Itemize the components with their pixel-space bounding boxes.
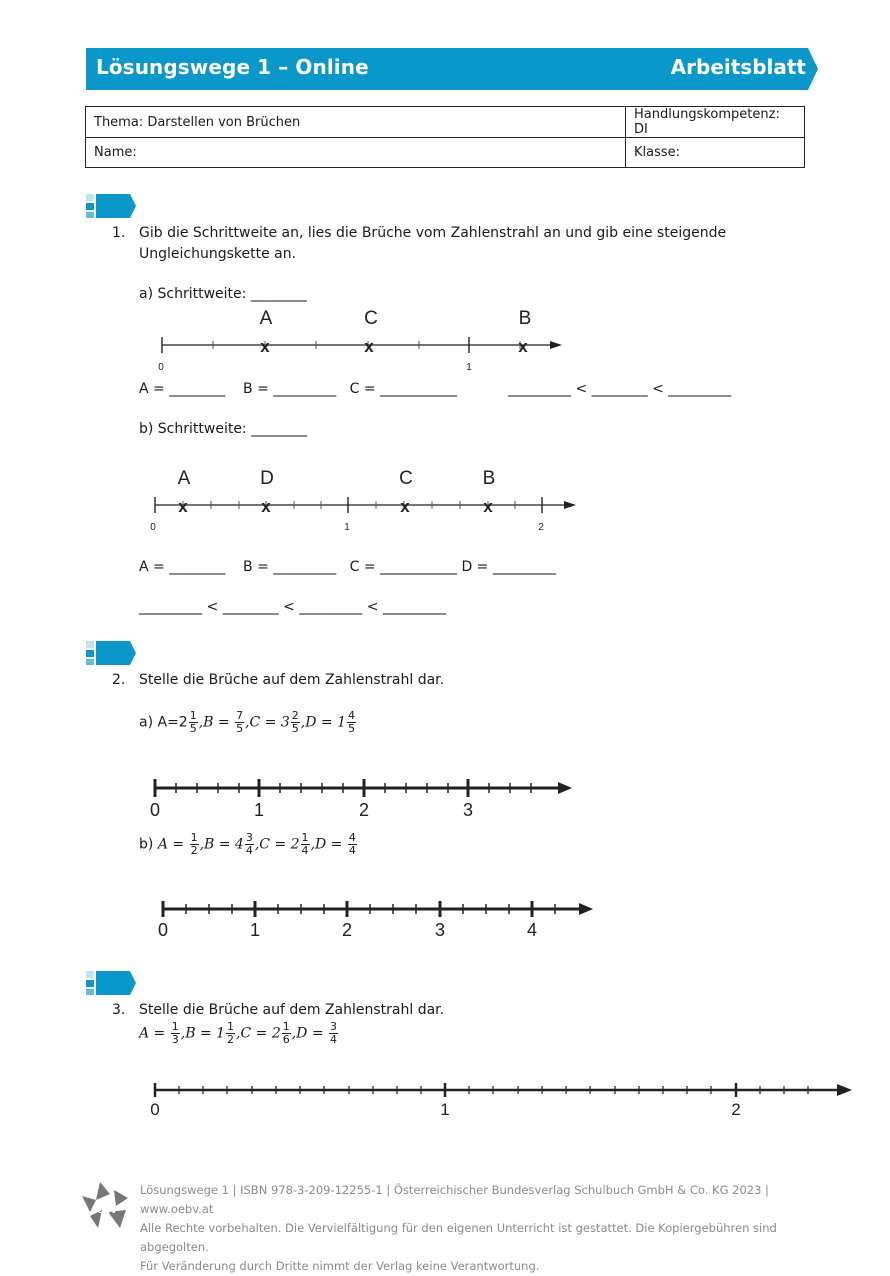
fraction: $\frac{1}{2}$	[227, 1020, 235, 1046]
task2-text: Stelle die Brüche auf dem Zahlenstrahl dar.	[139, 672, 445, 688]
tick-label: 3	[462, 800, 474, 820]
mark-label: C	[364, 308, 378, 329]
fraction: $\frac{1}{5}$	[189, 709, 197, 735]
svg-text:x: x	[261, 497, 271, 516]
numberline-1a	[150, 300, 570, 375]
fraction: $\frac{3}{4}$	[330, 1020, 338, 1046]
frac-sep: ,C = 3	[245, 714, 290, 731]
task1b-answers[interactable]: A = ________ B = _________ C = ___________ D = _________	[139, 559, 556, 575]
footer-line: Alle Rechte vorbehalten. Die Vervielfältigung für den eigenen Unterricht ist gestattet. Die Kopiergebühren sind abgegolten.	[140, 1221, 777, 1254]
fraction: $\frac{1}{2}$	[190, 831, 198, 857]
tick-label: 2	[341, 920, 353, 940]
kompetenz-cell: Handlungskompetenz: DI	[626, 107, 805, 138]
numberline-1b	[140, 460, 580, 536]
task1a-label: a) Schrittweite: ________	[139, 286, 307, 302]
mark-label: A	[259, 308, 273, 329]
fraction: $\frac{4}{4}$	[348, 831, 356, 857]
tick-label: 2	[538, 522, 544, 533]
tick-label: 0	[150, 1100, 160, 1119]
task2b-fractions	[139, 832, 358, 857]
info-table	[85, 106, 805, 168]
task2a-fractions	[139, 710, 357, 735]
task1b-label: b) Schrittweite: ________	[139, 421, 308, 437]
frac-sep: ,B = 1	[180, 1025, 226, 1042]
task-icon	[86, 971, 136, 995]
mark-label: B	[482, 468, 496, 489]
footer-line: Lösungswege 1 | ISBN 978-3-209-12255-1 | Österreichischer Bundesverlag Schulbuch GmbH & Co. KG 2023 | www.oebv.at	[140, 1183, 769, 1216]
tick-label: 2	[731, 1100, 741, 1119]
task1-text-line2: Ungleichungskette an.	[139, 246, 297, 262]
tick-label: 1	[253, 800, 265, 820]
frac-sep: A =	[139, 1025, 170, 1042]
task3-fractions	[139, 1021, 339, 1046]
tick-label: 3	[434, 920, 446, 940]
numberline-3	[140, 1075, 855, 1120]
mark-label: D	[260, 468, 274, 489]
name-cell[interactable]: Name:	[86, 138, 626, 168]
frac-sep: ,C = 2	[236, 1025, 281, 1042]
task3-number: 3.	[112, 1002, 126, 1018]
frac-sep: ,D = 1	[300, 714, 347, 731]
frac-sep: ,B = 4	[199, 836, 244, 853]
klasse-cell[interactable]: Klasse:	[626, 138, 805, 168]
fraction: $\frac{2}{5}$	[291, 709, 299, 735]
task3-text: Stelle die Brüche auf dem Zahlenstrahl dar.	[139, 1002, 445, 1018]
task1b-chain[interactable]: _________ < ________ < _________ < _________	[139, 599, 446, 615]
mark-label: C	[399, 468, 413, 489]
tick-label: 1	[344, 522, 350, 533]
svg-text:x: x	[260, 337, 270, 356]
numberline-2b	[150, 893, 600, 943]
task1a-answers[interactable]: A = ________ B = _________ C = ___________	[139, 381, 458, 397]
frac-prefix: b)	[139, 836, 158, 853]
mark-label: B	[518, 308, 532, 329]
tick-label: 1	[466, 362, 472, 373]
svg-text:x: x	[178, 497, 188, 516]
thema-cell: Thema: Darstellen von Brüchen	[86, 107, 626, 138]
oebv-logo	[80, 1180, 132, 1232]
tick-label: 1	[249, 920, 261, 940]
footer-line: Für Veränderung durch Dritte nimmt der Verlag keine Verantwortung.	[140, 1259, 540, 1273]
tick-label: 2	[358, 800, 370, 820]
task1a-chain[interactable]: _________ < ________ < _________	[508, 381, 732, 397]
svg-text:x: x	[364, 337, 374, 356]
tick-label: 1	[440, 1100, 450, 1119]
header-type: Arbeitsblatt	[670, 55, 806, 79]
task1-number: 1.	[112, 225, 126, 241]
mark-label: A	[177, 468, 191, 489]
task-icon	[86, 194, 136, 218]
frac-prefix: a) A=2	[139, 714, 188, 731]
frac-sep: ,B =	[198, 714, 235, 731]
tick-label: 4	[526, 920, 538, 940]
svg-text:x: x	[518, 337, 528, 356]
task1-text-line1: Gib die Schrittweite an, lies die Brüche vom Zahlenstrahl an und gib eine steigende	[139, 225, 727, 241]
footer	[140, 1181, 830, 1276]
frac-sep: A =	[157, 836, 189, 853]
numberline-2a	[140, 770, 580, 822]
tick-label: 0	[149, 800, 161, 820]
fraction: $\frac{1}{6}$	[282, 1020, 290, 1046]
fraction: $\frac{4}{5}$	[348, 709, 356, 735]
logo-text: öbv	[97, 1204, 117, 1216]
tick-label: 0	[158, 362, 164, 373]
tick-label: 0	[157, 920, 169, 940]
fraction: $\frac{1}{4}$	[301, 831, 309, 857]
frac-sep: ,D =	[310, 836, 347, 853]
fraction: $\frac{7}{5}$	[236, 709, 244, 735]
svg-text:x: x	[483, 497, 493, 516]
fraction: $\frac{1}{3}$	[171, 1020, 179, 1046]
frac-sep: ,D =	[291, 1025, 329, 1042]
frac-sep: ,C = 2	[254, 836, 300, 853]
header-title: Lösungswege 1 – Online	[96, 55, 369, 79]
task-icon	[86, 641, 136, 665]
svg-text:x: x	[400, 497, 410, 516]
task2-number: 2.	[112, 672, 126, 688]
fraction: $\frac{3}{4}$	[245, 831, 253, 857]
tick-label: 0	[150, 522, 156, 533]
